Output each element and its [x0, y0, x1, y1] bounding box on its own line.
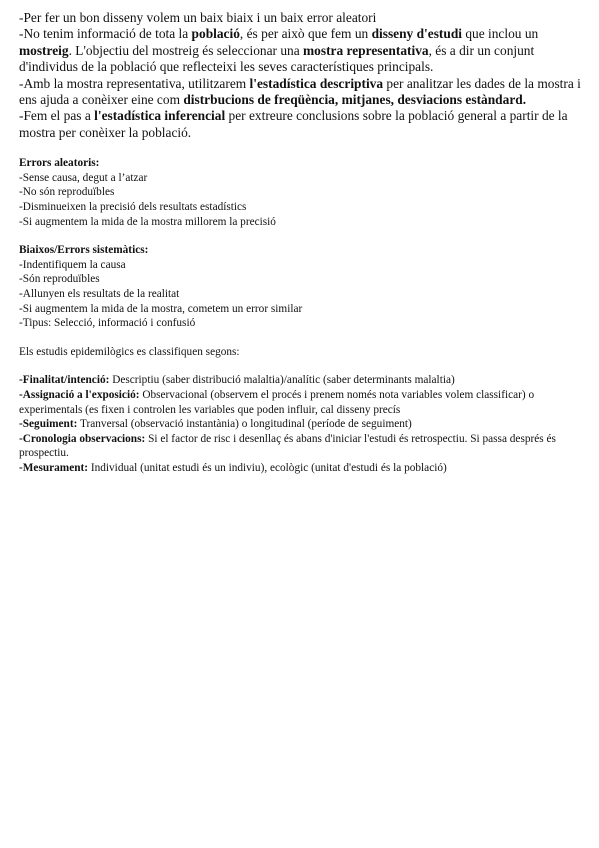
text-run: Si el factor de risc i desenllaç és abans d'iniciar l'estudi és retrospectiu. Si passa després és prospectiu.	[19, 432, 556, 460]
section-heading: Biaixos/Errors sistemàtics:	[19, 244, 149, 257]
spacer	[19, 331, 593, 345]
text-run: -Amb la mostra representativa, utilitzarem	[19, 75, 250, 91]
text-run: per extreure conclusions sobre la població general a partir de la mostra per conèixer la població.	[19, 108, 568, 140]
bold-term: mostra representativa	[303, 42, 429, 58]
text-run: -No tenim informació de tota la	[19, 26, 192, 42]
bold-term: -Cronologia observacions:	[19, 432, 146, 445]
list-item: -Són reproduïbles	[19, 273, 100, 286]
intro-paragraph	[19, 108, 593, 141]
classificacio-item	[19, 388, 593, 417]
classificacio-item	[19, 373, 593, 388]
classificacio-item	[19, 417, 593, 432]
text-run: , és per això que fem un	[239, 26, 372, 42]
classificacio-intro-section	[19, 345, 593, 360]
classificacio-section	[19, 373, 593, 475]
errors-aleatoris-section	[19, 156, 593, 229]
list-item: -Indentifiquem la causa	[19, 258, 126, 271]
bold-term: població	[191, 26, 240, 42]
bold-term: distrbucions de freqüència, mitjanes, desviacions estàndard.	[183, 92, 527, 108]
text-run: -Per fer un bon disseny volem un baix biaix i un baix error aleatori	[19, 10, 377, 25]
bold-term: -Finalitat/intenció:	[19, 374, 110, 387]
text-run: . L'objectiu del mostreig és seleccionar una	[68, 42, 304, 58]
bold-term: -Seguiment:	[19, 418, 78, 431]
text-run: per analitzar les dades de la mostra i ens ajuda a conèixer eine com	[19, 75, 581, 108]
list-item: -Tipus: Selecció, informació i confusió	[19, 317, 196, 330]
bold-term: -Assignació a l'exposició:	[19, 388, 140, 401]
text-run: Observacional (observem el procés i prenem només nota variables volem classificar) o experimentals (es fixen i controlen les variables que poden influir, cal disseny precís	[19, 388, 535, 416]
section-heading: Errors aleatoris:	[19, 157, 100, 170]
text-run: que inclou un	[461, 26, 539, 42]
list-item: -Si augmentem la mida de la mostra millorem la precisió	[19, 215, 276, 228]
text-run: Descriptiu (saber distribució malaltia)/analític (saber determinants malaltia)	[109, 374, 455, 387]
spacer	[19, 359, 593, 373]
bold-term: mostreig	[19, 42, 69, 58]
text-run: , és a dir un conjunt d'individus de la població que reflecteixi les seves característiques principals.	[19, 42, 535, 75]
classificacio-intro: Els estudis epidemilògics es classifiquen segons:	[19, 345, 240, 358]
classificacio-item	[19, 432, 593, 461]
text-run: Tranversal (observació instantània) o longitudinal (període de seguiment)	[77, 418, 412, 431]
list-item: -No són reproduïbles	[19, 186, 115, 199]
intro-paragraph	[19, 76, 593, 109]
bold-term: -Mesurament:	[19, 461, 89, 474]
spacer	[19, 229, 593, 243]
intro-paragraph	[19, 10, 593, 26]
bold-term: disseny d'estudi	[371, 26, 462, 42]
list-item: -Allunyen els resultats de la realitat	[19, 288, 180, 300]
spacer	[19, 141, 593, 156]
list-item: -Si augmentem la mida de la mostra, cometem un error similar	[19, 302, 303, 315]
text-run: Individual (unitat estudi és un indiviu), ecològic (unitat d'estudi és la població)	[88, 461, 447, 474]
bold-term: l'estadística inferencial	[94, 108, 226, 124]
biaixos-section	[19, 243, 593, 331]
classificacio-item	[19, 461, 593, 476]
list-item: -Sense causa, degut a l’atzar	[19, 171, 148, 184]
text-run: -Fem el pas a	[19, 108, 95, 124]
intro-paragraph	[19, 26, 593, 75]
document-page	[19, 10, 593, 476]
intro-section	[19, 10, 593, 141]
list-item: -Disminueixen la precisió dels resultats estadístics	[19, 201, 247, 214]
bold-term: l'estadística descriptiva	[249, 75, 384, 91]
